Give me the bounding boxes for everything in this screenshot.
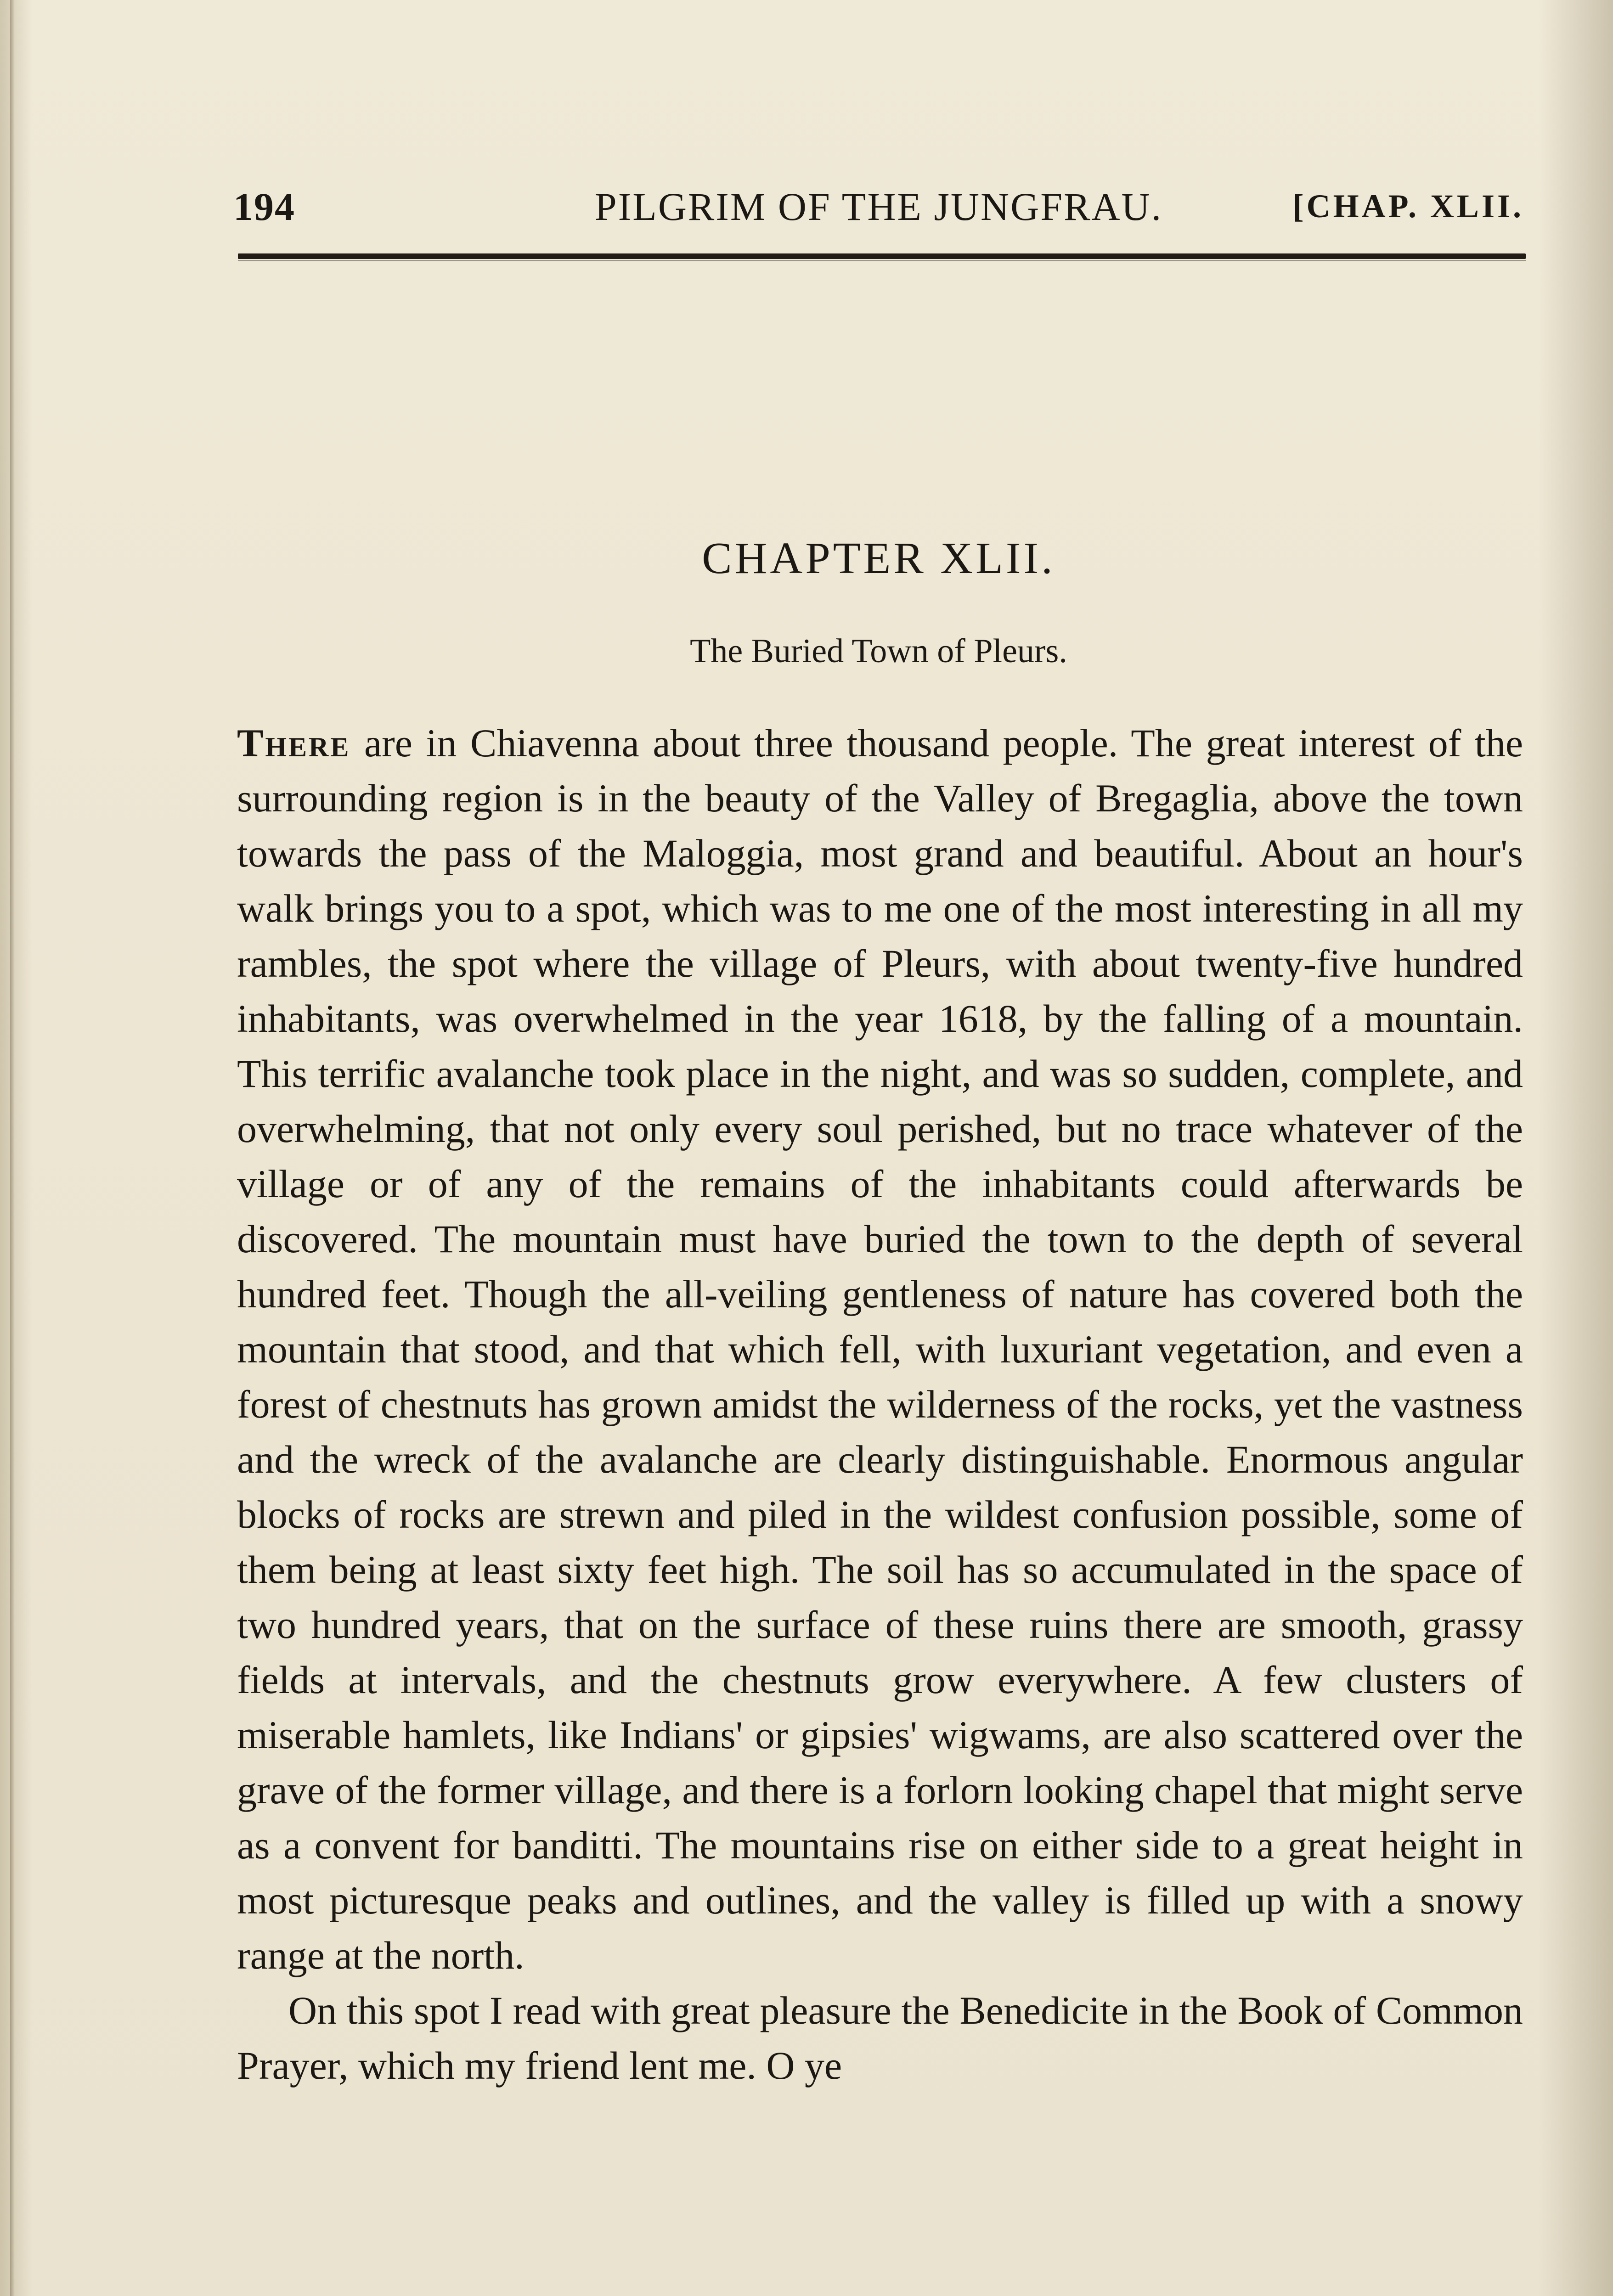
paragraph-lead-word: There [237, 721, 351, 765]
header-rule [238, 253, 1526, 259]
header-rule-shadow [238, 260, 1526, 261]
chapter-heading: CHAPTER XLII. [702, 534, 1055, 583]
chapter-subtitle: The Buried Town of Pleurs. [690, 632, 1067, 670]
paragraph-1-text: are in Chiavenna about three thousand people. The great interest of the surrounding region is in the beauty of the Valley of Bregaglia, above the town towards the pass of the Maloggia, most grand and beautiful. About an hour's walk brings you to a spot, which was to me one of the most interesting in all my rambles, the spot where the village of Pleurs, with about twenty-five hundred inhabitants, was overwhelmed in the year 1618, by the falling of a mountain. This terrific avalanche took place in the night, and was so sudden, complete, and overwhelming, that not only every soul perished, but no trace whatever of the village or of any of the remains of the inhabitants could afterwards be discovered. The mountain must have buried the town to the depth of several hundred feet. Though the all-veiling gentleness of nature has covered both the mountain that stood, and that which fell, with luxuriant vegetation, and even a forest of chestnuts has grown amidst the wilderness of the rocks, yet the vastness and the wreck of the avalanche are clearly distinguishable. Enormous angular blocks of rocks are strewn and piled in the wildest confusion possible, some of them being at least sixty feet high. The soil has so accumulated in the space of two hundred years, that on the surface of these ruins there are smooth, grassy fields at intervals, and the chestnuts grow everywhere. A few clusters of miserable hamlets, like Indians' or gipsies' wigwams, are also scattered over the grave of the former village, and there is a forlorn looking chapel that might serve as a convent for banditti. The mountains rise on either side to a great height in most picturesque peaks and outlines, and the valley is filled up with a snowy range at the north. [237, 721, 1523, 1977]
page-gutter-shadow [10, 0, 15, 2296]
running-header [233, 184, 1524, 234]
running-title: PILGRIM OF THE JUNGFRAU. [594, 185, 1163, 229]
paragraph-2: On this spot I read with great pleasure the Benedicite in the Book of Common Prayer, which my friend lent me. O ye [237, 1988, 1523, 2088]
page-number: 194 [233, 185, 295, 229]
paragraph-1 [237, 715, 1523, 1983]
chapter-reference: [CHAP. XLII. [1292, 188, 1524, 225]
body-text [237, 715, 1523, 2093]
